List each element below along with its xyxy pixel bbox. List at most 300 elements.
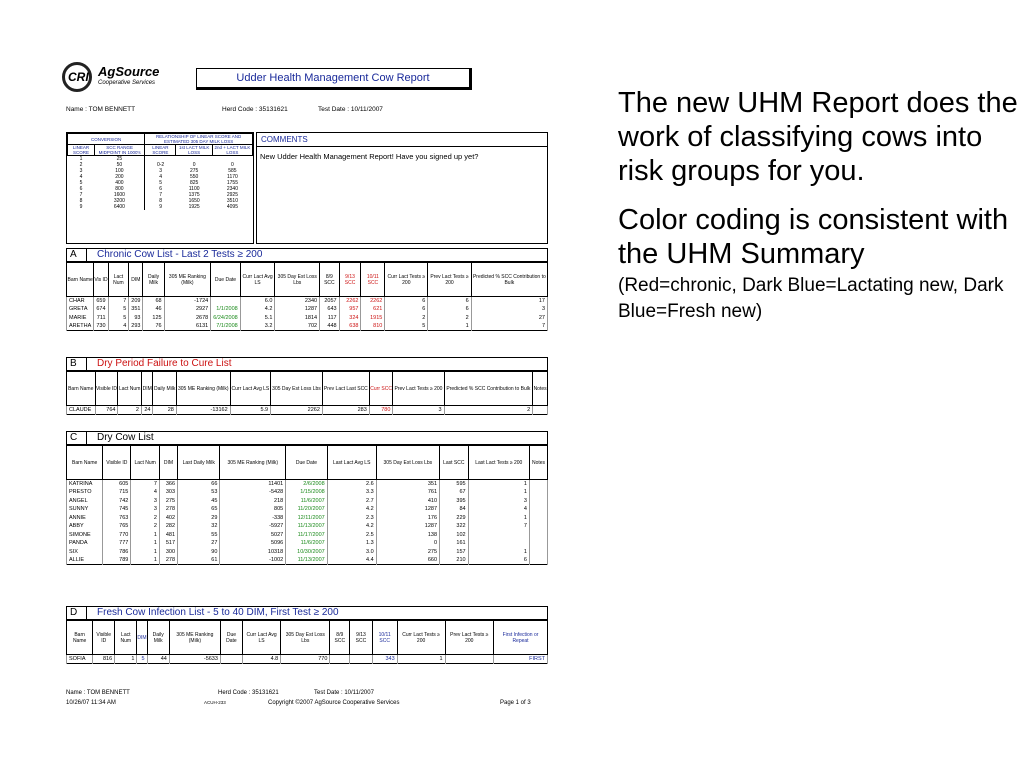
table-cell: 621 bbox=[361, 305, 385, 314]
table-cell: 1915 bbox=[361, 314, 385, 323]
footer-test-date: Test Date : 10/11/2007 bbox=[314, 690, 374, 696]
table-cell: 805 bbox=[220, 505, 286, 514]
table-cell: 46 bbox=[143, 305, 164, 314]
table-cell: 303 bbox=[159, 488, 177, 497]
table-cell: 2678 bbox=[164, 314, 211, 323]
table-cell: 2 bbox=[444, 406, 533, 415]
conversion-cell: 100 bbox=[95, 168, 145, 174]
table-cell: 210 bbox=[440, 556, 469, 565]
table-cell: 2.7 bbox=[327, 497, 376, 506]
table-cell: 659 bbox=[94, 297, 108, 306]
column-header: Barn Name bbox=[67, 621, 93, 655]
conversion-cell: 2340 bbox=[226, 186, 238, 192]
section-b bbox=[66, 357, 548, 415]
conversion-cell: 7 bbox=[79, 192, 83, 198]
table-cell: 1 bbox=[468, 548, 529, 557]
section-letter: C bbox=[67, 432, 87, 444]
conversion-cell: 1650 bbox=[188, 198, 200, 204]
table-cell: 2927 bbox=[164, 305, 211, 314]
conversion-cell: 1755 bbox=[226, 180, 238, 186]
table-cell: 32 bbox=[178, 522, 220, 531]
table-cell: 7 bbox=[471, 322, 547, 331]
table-cell: 5.1 bbox=[240, 314, 275, 323]
table-cell: 448 bbox=[320, 322, 340, 331]
table-row bbox=[67, 497, 548, 506]
column-header: Last Lact Tests ≥ 200 bbox=[468, 446, 529, 480]
table-cell bbox=[529, 480, 547, 489]
table-row bbox=[67, 514, 548, 523]
table-cell: 1 bbox=[468, 480, 529, 489]
table-cell bbox=[533, 406, 548, 415]
table-cell: 24 bbox=[141, 406, 153, 415]
table-cell: 11/13/2007 bbox=[286, 522, 327, 531]
conversion-cell: 3510 bbox=[226, 198, 238, 204]
column-header: Predicted % SCC Contribution to Bulk bbox=[444, 372, 533, 406]
table-cell: 5 bbox=[137, 655, 147, 664]
column-header: Last SCC bbox=[440, 446, 469, 480]
conversion-table bbox=[66, 132, 254, 244]
table-cell: 351 bbox=[376, 480, 439, 489]
column-header: Due Date bbox=[220, 621, 242, 655]
table-cell: 65 bbox=[178, 505, 220, 514]
conversion-cell: 550 bbox=[189, 174, 199, 180]
table-cell: 5.9 bbox=[230, 406, 270, 415]
table-cell: 957 bbox=[339, 305, 361, 314]
conversion-cell: 3200 bbox=[95, 198, 145, 204]
table-cell bbox=[529, 522, 547, 531]
conversion-cell: 8 bbox=[159, 198, 162, 204]
table-row bbox=[67, 655, 548, 664]
table-cell: 777 bbox=[103, 539, 131, 548]
table-cell: KATRINA bbox=[67, 480, 103, 489]
table-row bbox=[67, 297, 548, 306]
conversion-col-header: LINEAR SCORE bbox=[68, 145, 95, 156]
column-header: Prev Lact Tests ≥ 200 bbox=[445, 621, 493, 655]
table-cell: 410 bbox=[376, 497, 439, 506]
table-cell: 10/30/2007 bbox=[286, 548, 327, 557]
table-row bbox=[67, 488, 548, 497]
slide-text bbox=[618, 86, 1018, 324]
table-cell: 1 bbox=[468, 488, 529, 497]
table-cell: 229 bbox=[440, 514, 469, 523]
table-cell: 1 bbox=[397, 655, 445, 664]
column-header: Vis ID bbox=[94, 263, 108, 297]
header-test-date: Test Date : 10/11/2007 bbox=[318, 106, 383, 113]
table-cell: 402 bbox=[159, 514, 177, 523]
column-header: Notes bbox=[529, 446, 547, 480]
table-cell: 3 bbox=[131, 497, 160, 506]
section-c bbox=[66, 431, 548, 565]
table-cell: GRETA bbox=[67, 305, 94, 314]
table-cell: 1.3 bbox=[327, 539, 376, 548]
table-cell: 275 bbox=[376, 548, 439, 557]
table-cell: 770 bbox=[281, 655, 330, 664]
table-cell: 2.5 bbox=[327, 531, 376, 540]
table-cell: SUNNY bbox=[67, 505, 103, 514]
table-cell: 2.6 bbox=[327, 480, 376, 489]
table-cell: 765 bbox=[103, 522, 131, 531]
conversion-cell: 825 bbox=[189, 180, 199, 186]
table-cell: SOFIA bbox=[67, 655, 93, 664]
table-cell bbox=[529, 556, 547, 565]
table-cell: 780 bbox=[369, 406, 393, 415]
column-header: Notes bbox=[533, 372, 548, 406]
table-cell: 770 bbox=[103, 531, 131, 540]
conversion-cell: 1100 bbox=[188, 186, 200, 192]
section-letter: B bbox=[67, 358, 87, 370]
table-cell: 10318 bbox=[220, 548, 286, 557]
table-cell bbox=[529, 488, 547, 497]
header-herd: Herd Code : 35131621 bbox=[222, 106, 288, 113]
table-row bbox=[67, 480, 548, 489]
table-cell: 66 bbox=[178, 480, 220, 489]
table-cell: 4 bbox=[108, 322, 129, 331]
table-row bbox=[67, 505, 548, 514]
section-d bbox=[66, 606, 548, 664]
table-cell: 11/17/2007 bbox=[286, 531, 327, 540]
table-cell: -5927 bbox=[220, 522, 286, 531]
table-cell: 3 bbox=[393, 406, 444, 415]
column-header: 305 Day Est Loss Lbs bbox=[275, 263, 320, 297]
table-cell: 278 bbox=[159, 505, 177, 514]
table-cell: 1287 bbox=[376, 505, 439, 514]
table-cell: 4.2 bbox=[327, 505, 376, 514]
table-cell: 117 bbox=[320, 314, 340, 323]
table-cell: 11/13/2007 bbox=[286, 556, 327, 565]
conversion-cell: 4095 bbox=[226, 204, 238, 210]
footer-copyright: Copyright ©2007 AgSource Cooperative Services bbox=[268, 700, 400, 706]
conversion-cell: 1600 bbox=[95, 192, 145, 198]
table-cell: 764 bbox=[95, 406, 118, 415]
table-cell: 0 bbox=[376, 539, 439, 548]
column-header: Prev Lact Tests ≥ 200 bbox=[393, 372, 444, 406]
table-row bbox=[67, 406, 548, 415]
table-cell: 1 bbox=[468, 514, 529, 523]
table-cell: 5027 bbox=[220, 531, 286, 540]
column-header: Prev Lact Last SCC bbox=[322, 372, 369, 406]
table-cell: 395 bbox=[440, 497, 469, 506]
table-cell: 84 bbox=[440, 505, 469, 514]
table-cell: 4.2 bbox=[240, 305, 275, 314]
conversion-cell: 25 bbox=[95, 156, 145, 163]
conversion-col-header: SCC RANGE MIDPOINT IN 1000's bbox=[95, 145, 145, 156]
table-cell bbox=[330, 655, 350, 664]
conversion-cell: 6 bbox=[159, 186, 162, 192]
conversion-cell: 200 bbox=[95, 174, 145, 180]
table-cell: 343 bbox=[372, 655, 397, 664]
table-cell: 2 bbox=[118, 406, 141, 415]
conversion-cell: 1 bbox=[79, 156, 83, 162]
table-cell: 2057 bbox=[320, 297, 340, 306]
table-cell: 351 bbox=[129, 305, 143, 314]
table-cell: 605 bbox=[103, 480, 131, 489]
conversion-cell: 1170 bbox=[227, 174, 238, 180]
table-cell: 11/6/2007 bbox=[286, 539, 327, 548]
footer-herd: Herd Code : 35131621 bbox=[218, 690, 279, 696]
column-header: Curr Lact Avg LS bbox=[240, 263, 275, 297]
column-header: Last Daily Milk bbox=[178, 446, 220, 480]
column-header: DIM bbox=[141, 372, 153, 406]
conversion-cell: 1375 bbox=[188, 192, 200, 198]
conversion-cell: 7 bbox=[159, 192, 162, 198]
comments-title: COMMENTS bbox=[257, 133, 547, 147]
column-header: 305 Day Est Loss Lbs bbox=[271, 372, 323, 406]
table-cell: 6/24/2008 bbox=[211, 314, 240, 323]
table-cell: 2/6/2008 bbox=[286, 480, 327, 489]
table-cell: 1 bbox=[131, 548, 160, 557]
table-cell: 44 bbox=[147, 655, 169, 664]
section-title: Chronic Cow List - Last 2 Tests ≥ 200 bbox=[97, 249, 263, 260]
table-cell: 3.0 bbox=[327, 548, 376, 557]
column-header: 305 Day Est Loss Lbs bbox=[281, 621, 330, 655]
conversion-cell: 585 bbox=[228, 168, 237, 174]
table-cell: 293 bbox=[129, 322, 143, 331]
table-cell: 5096 bbox=[220, 539, 286, 548]
table-cell: 6 bbox=[468, 556, 529, 565]
table-cell bbox=[468, 539, 529, 548]
conversion-cell: 2925 bbox=[226, 192, 238, 198]
table-row bbox=[67, 305, 548, 314]
table-cell: 3.2 bbox=[240, 322, 275, 331]
table-cell: 1 bbox=[115, 655, 137, 664]
table-cell: 1287 bbox=[275, 305, 320, 314]
column-header: 8/9 SCC bbox=[330, 621, 350, 655]
table-cell: 1 bbox=[131, 539, 160, 548]
conversion-col-header: LINEAR SCORE bbox=[145, 145, 176, 156]
table-cell: 1 bbox=[131, 556, 160, 565]
table-cell: 810 bbox=[361, 322, 385, 331]
table-cell: ANGEL bbox=[67, 497, 103, 506]
section-title: Dry Period Failure to Cure List bbox=[97, 358, 232, 369]
conversion-cell: 3 bbox=[159, 168, 162, 174]
column-header: 10/11 SCC bbox=[372, 621, 397, 655]
table-cell: 6.0 bbox=[240, 297, 275, 306]
agsource-logo bbox=[60, 60, 200, 94]
column-header: 10/11 SCC bbox=[361, 263, 385, 297]
column-header: DIM bbox=[137, 621, 147, 655]
column-header: 8/9 SCC bbox=[320, 263, 340, 297]
table-cell: -5428 bbox=[220, 488, 286, 497]
conversion-cell: 4 bbox=[159, 174, 162, 180]
table-row bbox=[67, 548, 548, 557]
column-header: Curr Lact Tests ≥ 200 bbox=[397, 621, 445, 655]
conversion-cell: 3 bbox=[79, 168, 83, 174]
report-title: Udder Health Management Cow Report bbox=[196, 68, 472, 90]
table-cell: 4.2 bbox=[327, 522, 376, 531]
table-cell: 7 bbox=[468, 522, 529, 531]
table-cell: 816 bbox=[93, 655, 115, 664]
column-header: Daily Milk bbox=[153, 372, 176, 406]
conversion-cell: 2 bbox=[79, 162, 83, 168]
table-cell: 67 bbox=[440, 488, 469, 497]
table-cell: 660 bbox=[376, 556, 439, 565]
table-cell: MARIE bbox=[67, 314, 94, 323]
table-cell: 28 bbox=[153, 406, 176, 415]
table-cell: ARETHA bbox=[67, 322, 94, 331]
column-header: Curr Lact Avg LS bbox=[242, 621, 280, 655]
column-header: Curr Lact Avg LS bbox=[230, 372, 270, 406]
conversion-cell: 6400 bbox=[95, 204, 145, 210]
table-cell: 125 bbox=[143, 314, 164, 323]
column-header: Daily Milk bbox=[143, 263, 164, 297]
conversion-col-header: 2nd + LACT MILK LOSS bbox=[212, 145, 252, 156]
conversion-cell: 9 bbox=[159, 204, 162, 210]
conversion-col-header: 1st LACT MILK LOSS bbox=[176, 145, 212, 156]
table-cell: 300 bbox=[159, 548, 177, 557]
column-header: Lact Num bbox=[108, 263, 129, 297]
table-cell bbox=[529, 505, 547, 514]
section-letter: A bbox=[67, 249, 87, 261]
table-row bbox=[67, 522, 548, 531]
column-header: Lact Num bbox=[118, 372, 141, 406]
table-cell: 55 bbox=[178, 531, 220, 540]
table-cell: 4 bbox=[131, 488, 160, 497]
slide-paragraph-1: The new UHM Report does the work of classifying cows into risk groups for you. bbox=[618, 87, 1018, 188]
table-cell: 763 bbox=[103, 514, 131, 523]
table-cell bbox=[529, 497, 547, 506]
column-header: 305 ME Ranking (Milk) bbox=[169, 621, 220, 655]
table-cell: 761 bbox=[376, 488, 439, 497]
table-cell: 93 bbox=[129, 314, 143, 323]
table-cell: 157 bbox=[440, 548, 469, 557]
column-header: Due Date bbox=[211, 263, 240, 297]
table-cell: 715 bbox=[103, 488, 131, 497]
table-cell: 6 bbox=[428, 305, 471, 314]
column-header: Lact Num bbox=[115, 621, 137, 655]
table-cell bbox=[468, 531, 529, 540]
table-cell: 595 bbox=[440, 480, 469, 489]
logo-subtitle: Cooperative Services bbox=[98, 80, 156, 86]
column-header: 305 ME Ranking (Milk) bbox=[164, 263, 211, 297]
section-a bbox=[66, 248, 548, 331]
table-cell: 702 bbox=[275, 322, 320, 331]
column-header: 305 Day Est Loss Lbs bbox=[376, 446, 439, 480]
column-header: Predicted % SCC Contribution to Bulk bbox=[471, 263, 547, 297]
comments-box bbox=[256, 132, 548, 244]
footer-name: Name : TOM BENNETT bbox=[66, 690, 130, 696]
header-name: Name : TOM BENNETT bbox=[66, 106, 136, 113]
table-cell: 278 bbox=[159, 556, 177, 565]
table-cell: 1/1/2008 bbox=[211, 305, 240, 314]
table-cell: 1 bbox=[428, 322, 471, 331]
table-cell: CLAUDE bbox=[67, 406, 96, 415]
table-cell: 3 bbox=[468, 497, 529, 506]
table-cell: -1724 bbox=[164, 297, 211, 306]
column-header: Curr SCC bbox=[369, 372, 393, 406]
table-cell: 12/11/2007 bbox=[286, 514, 327, 523]
footer-code: ACUH-233 bbox=[204, 700, 226, 705]
column-header: DIM bbox=[159, 446, 177, 480]
table-cell: 209 bbox=[129, 297, 143, 306]
table-cell: 161 bbox=[440, 539, 469, 548]
table-cell: 3 bbox=[131, 505, 160, 514]
table-cell: 5 bbox=[108, 314, 129, 323]
table-cell: ALLIE bbox=[67, 556, 103, 565]
conversion-cell: 400 bbox=[95, 180, 145, 186]
column-header: Last Lact Avg LS bbox=[327, 446, 376, 480]
table-cell: 322 bbox=[440, 522, 469, 531]
conversion-cell: 6 bbox=[79, 186, 83, 192]
table-cell: SIMONE bbox=[67, 531, 103, 540]
table-cell: 674 bbox=[94, 305, 108, 314]
table-cell: 45 bbox=[178, 497, 220, 506]
table-row bbox=[67, 531, 548, 540]
table-cell: 2262 bbox=[339, 297, 361, 306]
table-cell: 90 bbox=[178, 548, 220, 557]
table-row bbox=[67, 314, 548, 323]
table-cell: 7 bbox=[131, 480, 160, 489]
table-cell: 789 bbox=[103, 556, 131, 565]
table-cell bbox=[350, 655, 373, 664]
conversion-cell: 0-2 bbox=[156, 162, 165, 168]
column-header: 9/13 SCC bbox=[350, 621, 373, 655]
table-cell: 6 bbox=[385, 305, 428, 314]
table-cell bbox=[220, 655, 242, 664]
column-header: Visible ID bbox=[95, 372, 118, 406]
table-cell: -5633 bbox=[169, 655, 220, 664]
table-cell: 76 bbox=[143, 322, 164, 331]
conversion-cell: 8 bbox=[79, 198, 83, 204]
column-header: Barn Name bbox=[67, 446, 103, 480]
table-cell: 1814 bbox=[275, 314, 320, 323]
table-cell: 11/20/2007 bbox=[286, 505, 327, 514]
section-title: Fresh Cow Infection List - 5 to 40 DIM, First Test ≥ 200 bbox=[97, 607, 339, 618]
table-cell: 3 bbox=[471, 305, 547, 314]
table-cell: 7 bbox=[108, 297, 129, 306]
table-cell: 730 bbox=[94, 322, 108, 331]
table-cell bbox=[529, 539, 547, 548]
table-cell: SIX bbox=[67, 548, 103, 557]
footer-timestamp: 10/26/07 11:34 AM bbox=[66, 700, 116, 706]
column-header: Curr Lact Tests ≥ 200 bbox=[385, 263, 428, 297]
footer-page: Page 1 of 3 bbox=[500, 700, 531, 706]
table-cell: -338 bbox=[220, 514, 286, 523]
table-cell: 7/1/2008 bbox=[211, 322, 240, 331]
table-cell: 29 bbox=[178, 514, 220, 523]
conversion-cell: 5 bbox=[159, 180, 162, 186]
table-cell: 786 bbox=[103, 548, 131, 557]
conversion-cell: 9 bbox=[79, 204, 83, 210]
table-cell: 176 bbox=[376, 514, 439, 523]
table-cell: FIRST bbox=[494, 655, 548, 664]
column-header: 9/13 SCC bbox=[339, 263, 361, 297]
comments-text: New Udder Health Management Report! Have you signed up yet? bbox=[260, 152, 479, 161]
table-cell bbox=[529, 514, 547, 523]
table-cell: 745 bbox=[103, 505, 131, 514]
table-cell: 2262 bbox=[361, 297, 385, 306]
table-cell: 68 bbox=[143, 297, 164, 306]
table-cell: 643 bbox=[320, 305, 340, 314]
column-header: Prev Lact Tests ≥ 200 bbox=[428, 263, 471, 297]
table-cell: 11401 bbox=[220, 480, 286, 489]
table-cell: 5 bbox=[385, 322, 428, 331]
column-header: DIM bbox=[129, 263, 143, 297]
table-cell: 283 bbox=[322, 406, 369, 415]
table-cell: 6 bbox=[428, 297, 471, 306]
table-cell: ANNIE bbox=[67, 514, 103, 523]
table-cell: 711 bbox=[94, 314, 108, 323]
table-cell: 1 bbox=[131, 531, 160, 540]
table-cell: 4.8 bbox=[242, 655, 280, 664]
table-cell bbox=[529, 531, 547, 540]
conversion-heading: CONVERSION bbox=[68, 134, 145, 145]
table-cell: 324 bbox=[339, 314, 361, 323]
table-cell: PANDA bbox=[67, 539, 103, 548]
conversion-cell: 1925 bbox=[188, 204, 200, 210]
column-header: First Infection or Repeat bbox=[494, 621, 548, 655]
table-row bbox=[67, 322, 548, 331]
table-cell: 4 bbox=[468, 505, 529, 514]
